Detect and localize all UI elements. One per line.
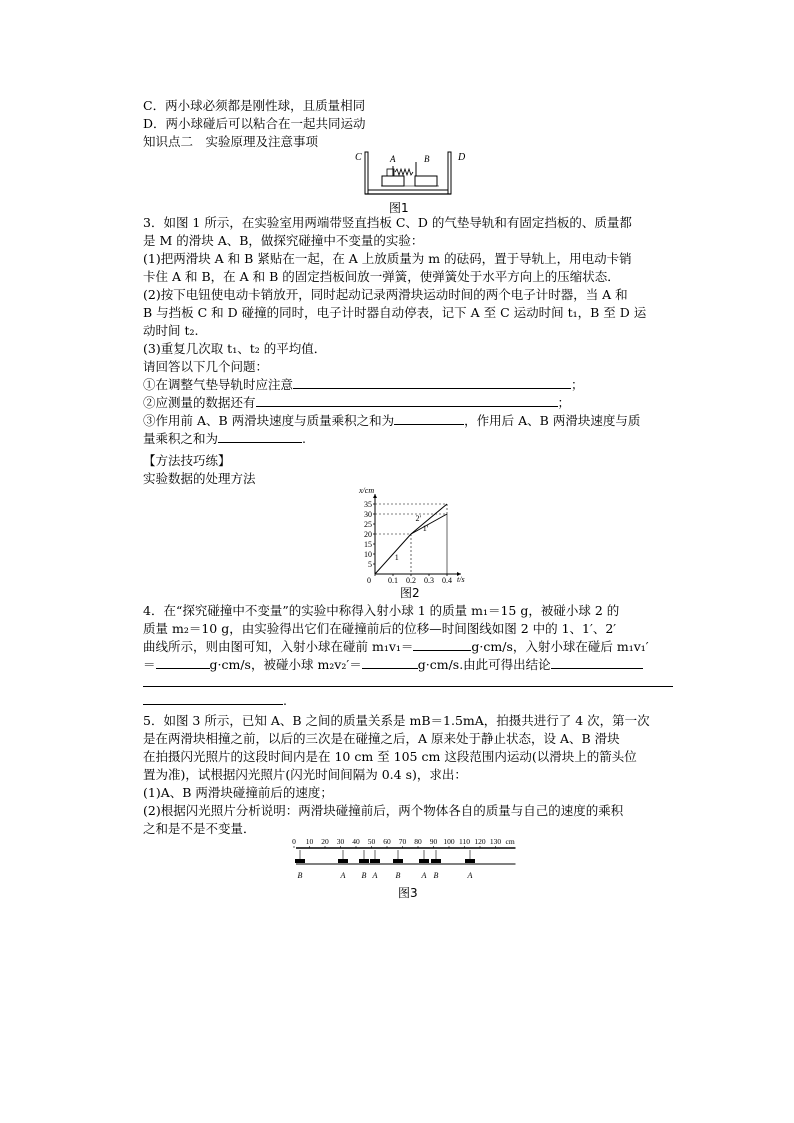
fig1-label-b: B [424,154,430,164]
slider-label: B [361,871,367,880]
x-tick-label: 0.1 [388,576,398,585]
answer-blank-8[interactable] [551,656,643,669]
fig3-caption: 图3 [398,886,418,900]
series-label-1: 1 [394,553,399,562]
slider-label: A [372,871,378,880]
q5-line-7: 之和是不是不变量． [143,821,256,836]
scale-label: 130 [489,837,502,846]
fig1-caption: 图1 [389,201,409,215]
scale-label: 0 [292,837,296,846]
q3-sub-1-text: ①在调整气垫导轨时应注意 [143,377,294,392]
q3-line-7: 动时间 t₂. [143,323,199,338]
q5-line-5: (1)A、B 两滑块碰撞前后的速度； [143,785,333,800]
scale-label: 80 [414,837,422,846]
scale-label: 70 [398,837,407,846]
x-tick-label: 0.2 [406,576,416,585]
slider-label: A [340,871,346,880]
answer-blank-4[interactable] [218,430,302,443]
q4-line-6 [143,692,287,710]
q3-line-1: 3．如图 1 所示，在实验室用两端带竖直挡板 C、D 的气垫导轨和有固定挡板的、质量都 [143,215,632,230]
scale-label: 100 [443,837,455,846]
answer-blank-5[interactable] [413,638,471,651]
series-label-2-prime: 2′ [415,514,422,523]
y-tick-label: 20 [364,530,372,539]
slider-block [465,859,475,863]
q4-line-5 [143,674,673,692]
q3-sub-3-text-c: 量乘积之和为 [143,431,219,446]
scale-label: 40 [352,837,360,846]
q4-line-3-text: 曲线所示，则由图可知，入射小球在碰前 m₁v₁＝ [143,639,414,654]
slider-label: A [467,871,473,880]
section-title: 知识点二 实验原理及注意事项 [143,134,319,149]
figure-2-chart [345,486,480,586]
method-subtitle: 实验数据的处理方法 [143,471,256,486]
q5-line-4: 置为准)，试根据闪光照片(闪光时间间隔为 0.4 s)，求出： [143,767,467,782]
answer-blank-9[interactable] [143,674,673,687]
q4-line-4 [143,656,643,674]
series-line-1 [375,534,411,574]
x-axis-label: t/s [457,575,465,584]
q5-line-6: (2)根据闪光照片分析说明：两滑块碰撞前后，两个物体各自的质量与自己的速度的乘积 [143,803,624,818]
scale-unit: cm [505,837,515,846]
q3-line-4: 卡住 A 和 B，在 A 和 B 的固定挡板间放一弹簧，使弹簧处于水平方向上的压缩状态． [143,269,620,284]
answer-blank-7[interactable] [362,656,418,669]
scale-label: 120 [474,837,486,846]
q3-line-8: (3)重复几次取 t₁、t₂ 的平均值． [143,341,327,356]
q3-sub-3-text-d: . [302,431,306,446]
q3-sub-1-end: ； [571,377,584,392]
answer-blank-1[interactable] [293,376,571,389]
x-tick-label: 0.4 [442,576,452,585]
q3-sub-1 [143,376,584,394]
q3-sub-3-cont [143,430,306,448]
x-tick-label: 0 [367,576,371,585]
q3-sub-2 [143,394,570,412]
slider-block [338,859,348,863]
slider-label: B [433,871,439,880]
slider-block [431,859,441,863]
q5-line-2: 是在两滑块相撞之前，以后的三次是在碰撞之后，A 原来处于静止状态，设 A、B 滑块 [143,731,620,746]
slider-label: B [395,871,401,880]
q5-line-1: 5．如图 3 所示，已知 A、B 之间的质量关系是 mB＝1.5mA，拍摄共进行了 4 次，第一次 [143,713,650,728]
figure-3 [288,834,538,884]
answer-blank-10[interactable] [143,692,283,705]
q3-line-3: (1)把两滑块 A 和 B 紧贴在一起，在 A 上放质量为 m 的砝码，置于导轨上，用电动卡销 [143,251,632,266]
scale-label: 30 [336,837,345,846]
scale-label: 110 [459,837,470,846]
q4-line-4-text-b: g·cm/s，被碰小球 m₂v₂′＝ [209,657,362,672]
q4-line-2: 质量 m₂＝10 g，由实验得出它们在碰撞前后的位移—时间图线如图 2 中的 1、1′、2′ [143,621,617,636]
slider-block [359,859,369,863]
fig2-caption: 图2 [400,586,420,600]
slider-block [295,859,305,863]
y-tick-label: 35 [364,500,372,509]
option-c: C．两小球必须都是刚性球，且质量相同 [143,98,366,113]
y-tick-label: 30 [364,510,372,519]
q3-sub-2-end: ； [557,395,571,410]
y-tick-label: 25 [364,520,372,529]
scale-label: 90 [429,837,438,846]
scale-label: 10 [305,837,314,846]
fig1-label-d: D [458,152,466,163]
q4-line-3-text-b: g·cm/s，入射小球在碰后 m₁v₁′ [471,639,649,654]
q3-line-5: (2)按下电钮使电动卡销放开，同时起动记录两滑块运动时间的两个电子计时器，当 A 和 [143,287,628,302]
q4-line-3 [143,638,649,656]
answer-blank-2[interactable] [256,394,558,407]
option-d: D．两小球碰后可以粘合在一起共同运动 [143,116,366,131]
fig1-label-c: C [355,152,362,163]
slider-label: B [297,871,303,880]
series-label-1-prime: 1′ [422,524,429,533]
y-tick-label: 15 [364,540,372,549]
q3-sub-3-text-b: ，作用后 A、B 两滑块速度与质 [464,413,641,428]
q5-line-3: 在拍摄闪光照片的这段时间内是在 10 cm 至 105 cm 这段范围内运动(以滑块上的箭头位 [143,749,637,764]
q3-sub-2-text: ②应测量的数据还有 [143,395,256,410]
q3-sub-3 [143,412,640,430]
q4-line-4-text: ＝ [143,657,156,672]
q3-sub-3-text: ③作用前 A、B 两滑块速度与质量乘积之和为 [143,413,395,428]
q4-line-4-text-c: g·cm/s.由此可得出结论 [417,657,551,672]
slider-label: A [421,871,427,880]
x-tick-label: 0.3 [424,576,434,585]
q3-line-2: 是 M 的滑块 A、B，做探究碰撞中不变量的实验： [143,233,424,248]
answer-blank-3[interactable] [394,412,464,425]
slider-block [370,859,380,863]
q3-line-6: B 与挡板 C 和 D 碰撞的同时，电子计时器自动停表，记下 A 至 C 运动时间 t₁，B 至 D 运 [143,305,647,320]
slider-block [419,859,429,863]
q4-line-6-end: . [283,693,287,708]
scale-label: 50 [367,837,376,846]
y-tick-label: 10 [364,550,372,559]
figure-1 [355,148,475,198]
answer-blank-6[interactable] [156,656,210,669]
y-tick-label: 5 [368,560,372,569]
scale-label: 20 [321,837,329,846]
slider-block [393,859,403,863]
method-title: 【方法技巧练】 [143,453,231,468]
fig1-label-a: A [390,154,396,164]
q4-line-1: 4．在“探究碰撞中不变量”的实验中称得入射小球 1 的质量 m₁＝15 g，被碰小球 2 的 [143,603,620,618]
y-axis-label: x/cm [359,486,375,495]
q3-line-9: 请回答以下几个问题： [143,359,269,374]
scale-label: 60 [383,837,391,846]
